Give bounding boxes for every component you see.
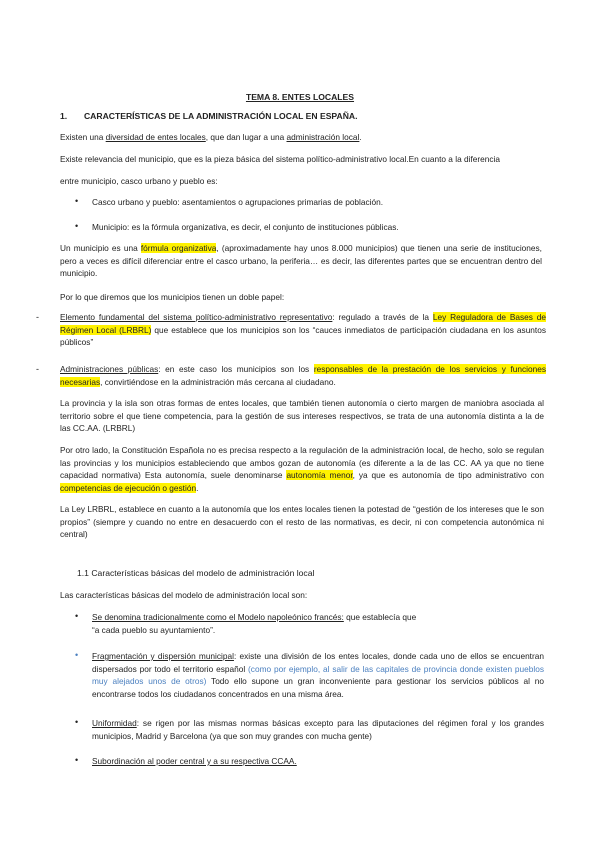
page-title: TEMA 8. ENTES LOCALES (245, 92, 355, 102)
underlined-term: Fragmentación y dispersión municipal (92, 651, 234, 661)
item-elemento-fundamental (60, 311, 546, 349)
underlined-term: Se denomina tradicionalmente como el Modelo napoleónico francés: (92, 612, 344, 622)
section-1-title: CARACTERÍSTICAS DE LA ADMINISTRACIÓN LOCAL EN ESPAÑA. (83, 111, 358, 121)
underlined-term: diversidad de entes locales (105, 132, 206, 142)
bullet-icon: • (75, 650, 79, 660)
text: Un municipio es una (60, 243, 141, 253)
item-administraciones-publicas (60, 363, 546, 388)
underlined-term: administración local (286, 132, 360, 142)
bullet-icon: • (75, 717, 79, 727)
highlighted-term: competencias de ejecución o gestión (60, 482, 197, 493)
bullet-icon: • (75, 611, 79, 621)
highlighted-term: autonomía menor (286, 470, 353, 481)
text: . (359, 132, 362, 142)
bullet-icon: • (75, 755, 79, 765)
dash-icon: - (36, 364, 39, 374)
bullet-fragmentacion (92, 650, 544, 700)
text: : en este caso los municipios son los (158, 364, 314, 374)
paragraph-relevancia-line1: Existe relevancia del municipio, que es la pieza básica del sistema político-administrativo local.En cuanto a la diferencia (60, 154, 500, 164)
text: , que dan lugar a una (205, 132, 287, 142)
paragraph-municipio (60, 242, 542, 280)
text: que establece que los municipios son los “cauces inmediatos de participación ciudadana en los asuntos públicos” (60, 324, 546, 348)
section-1-1-number: 1.1 (77, 568, 89, 578)
text: , (aproximadamente hay unos 8.000 municipios) que tienen una serie de instituciones, pero a veces es difícil diferenciar entre el casco urbano, la periferia… es decir, las diferentes partes que se encuentran dentro del municipio. (60, 243, 542, 279)
section-1-1-title: Características básicas del modelo de administración local (91, 568, 315, 578)
text: : existe una división de los entes locales, donde cada uno de ellos se encuentran dispersados por todo el territorio español (92, 651, 544, 674)
paragraph-constitucion (60, 444, 544, 494)
text: . (196, 482, 199, 493)
paragraph-caracteristicas: Las características básicas del modelo de administración local son: (60, 590, 308, 600)
paragraph-relevancia-line2: entre municipio, casco urbano y pueblo es: (60, 176, 218, 186)
bullet-casco-urbano: Casco urbano y pueblo: asentamientos o agrupaciones primarias de población. (92, 197, 384, 207)
underlined-term: Elemento fundamental del sistema político-administrativo representativo (60, 312, 333, 322)
text: que establecía que (343, 612, 417, 622)
dash-icon: - (36, 312, 39, 322)
highlighted-term: fórmula organizativa (140, 243, 217, 253)
section-1-number: 1. (60, 111, 68, 121)
text: Todo ello supone un gran inconveniente para gestionar los servicios públicos al no encontrarse todos los ciudadanos concentrados en una misma área. (92, 676, 544, 699)
underlined-term: Administraciones públicas (60, 364, 159, 374)
paragraph-doble-papel: Por lo que diremos que los municipios tienen un doble papel: (60, 292, 285, 302)
section-1-heading (60, 110, 358, 123)
text: , ya que es autonomía de tipo administrativo con (352, 470, 544, 481)
bullet-modelo-napoleonico (92, 611, 544, 636)
bullet-icon: • (75, 221, 79, 231)
text: : se rigen por las mismas normas básicas excepto para las diputaciones del régimen foral y los grandes municipios, Madrid y Barcelona (ya que son muy grandes con mucha gente) (92, 718, 544, 741)
paragraph-lrbrl: La Ley LRBRL, establece en cuanto a la autonomía que los entes locales tienen la potestad de “gestión de los intereses que le son propios” (siempre y cuando no entre en desacuerdo con el resto de las normativas, es decir, ni con competencia autonómica ni central) (60, 504, 544, 540)
text: : regulado a través de la (332, 312, 433, 322)
bullet-icon: • (75, 196, 79, 206)
paragraph-provincia: La provincia y la isla son otras formas de entes locales, que también tienen autonomía o cierto margen de maniobra asociada al territorio sobre el que tiene competencia, para la gestión de sus intereses respectivos, se trata de una autonomía distinta a la de las CC.AA. (LRBRL) (60, 398, 544, 434)
quote: “a cada pueblo su ayuntamiento”. (92, 624, 216, 635)
text: Por otro lado, la Constitución Española no es precisa respecto a la regulación de la administración local, de hecho, solo se regulan las provincias y los municipios estableciendo que ambos gozan de autonomía (es diferente a la de las CC. AA ya que no tiene capacidad normativa) Esta autonomía, suele denominarse (60, 445, 544, 481)
bullet-subordinacion (92, 755, 297, 768)
bullet-municipio: Municipio: es la fórmula organizativa, es decir, el conjunto de instituciones públicas. (92, 222, 399, 232)
text: Existen una (60, 132, 106, 142)
highlighted-term: Ley Reguladora de Bases de Régimen Local (LRBRL) (60, 312, 546, 335)
bullet-uniformidad (92, 717, 544, 742)
underlined-term: Uniformidad (92, 718, 137, 728)
blue-example-text: (como por ejemplo, al salir de las capitales de provincia donde existen pueblos muy alejados unos de otros) (92, 663, 544, 687)
paragraph-existen (60, 131, 362, 144)
underlined-term: Subordinación al poder central y a su respectiva CCAA. (92, 756, 297, 766)
section-1-1-heading (77, 567, 314, 580)
highlighted-term: responsables de la prestación de los servicios y funciones necesarias (60, 364, 546, 387)
text: , convirtiéndose en la administración más cercana al ciudadano. (100, 376, 336, 387)
